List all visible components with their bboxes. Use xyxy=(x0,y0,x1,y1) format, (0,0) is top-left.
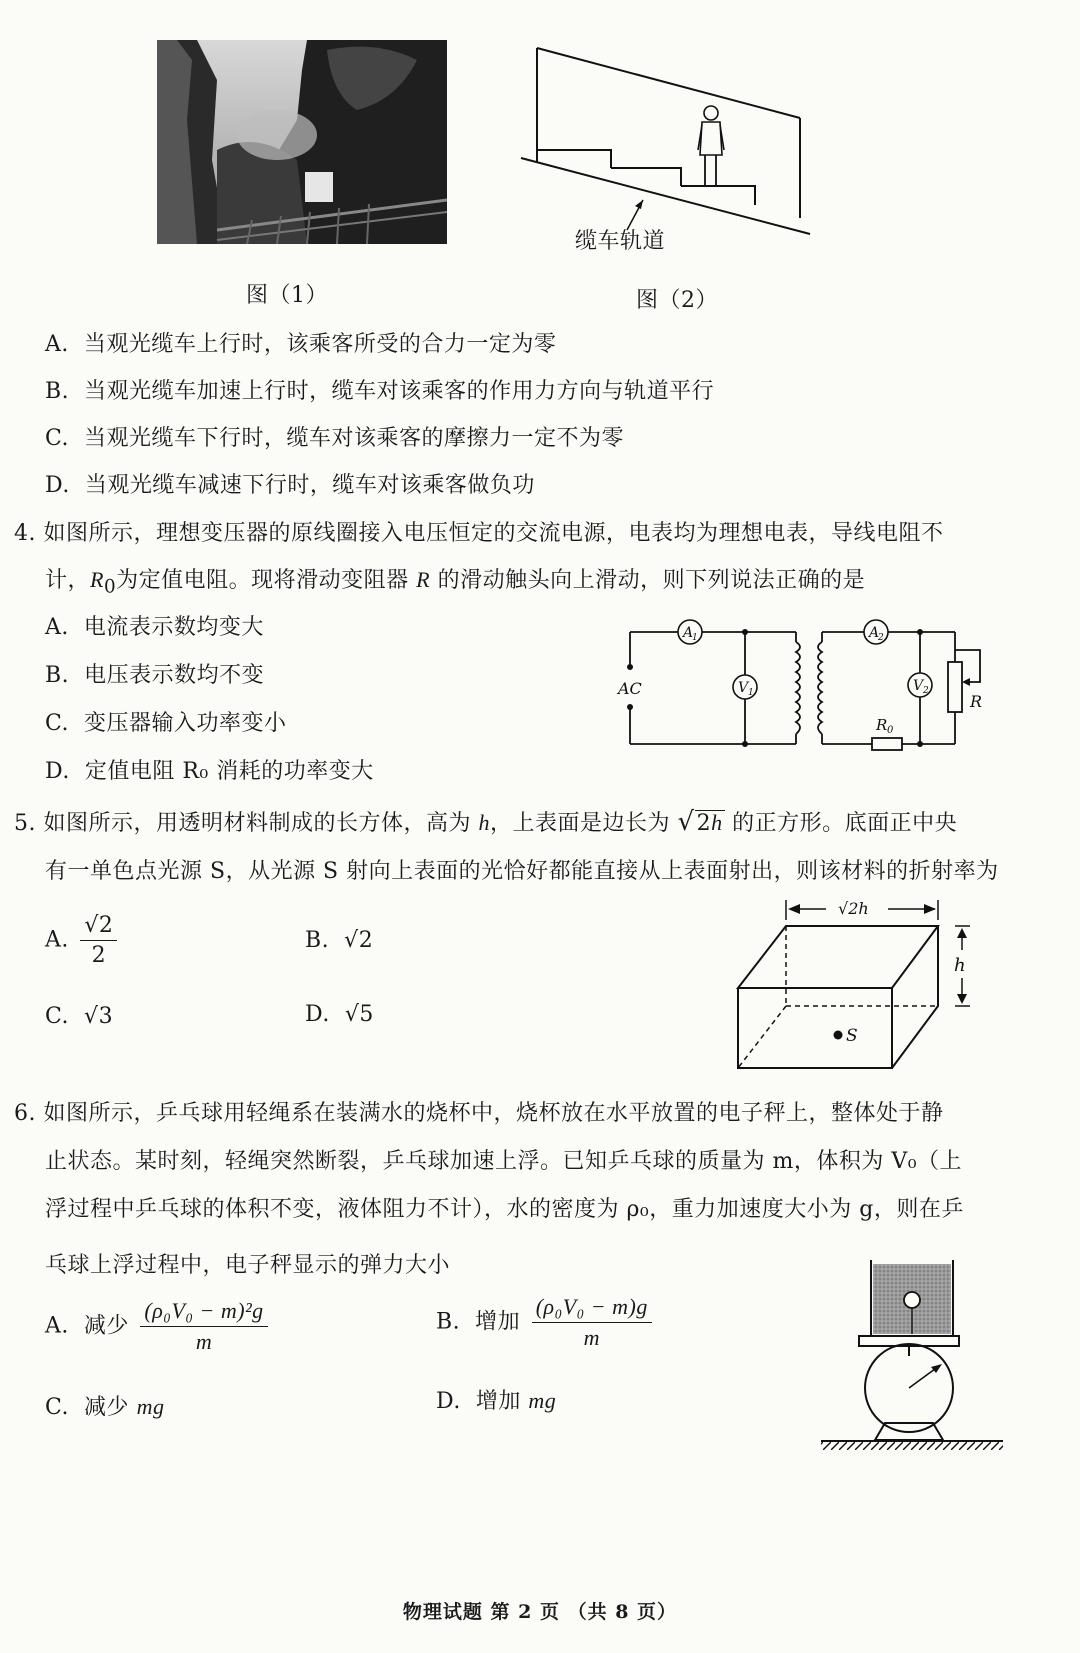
q4-stem-line-2: 计，$R_0$为定值电阻。现将滑动变阻器 R 的滑动触头向上滑动，则下列说法正确的是 xyxy=(45,567,866,598)
q4-option-c: C. 变压器输入功率变小 xyxy=(45,711,287,736)
figure-2-track-label: 缆车轨道 xyxy=(575,229,666,254)
figure-1-photo xyxy=(157,40,447,244)
q6-stem-line-4: 乓球上浮过程中，电子秤显示的弹力大小 xyxy=(45,1253,451,1278)
q3-option-b: B. 当观光缆车加速上行时，缆车对该乘客的作用力方向与轨道平行 xyxy=(45,379,715,404)
svg-text:R: R xyxy=(876,716,888,734)
q4-option-b: B. 电压表示数均不变 xyxy=(45,663,265,688)
svg-text:S: S xyxy=(846,1026,858,1046)
svg-text:V: V xyxy=(913,678,924,694)
figure-2-caption: 图（2） xyxy=(636,288,718,313)
q6-stem-line-2: 止状态。某时刻，轻绳突然断裂，乒乓球加速上浮。已知乒乓球的质量为 m，体积为 V₀（上 xyxy=(45,1149,963,1174)
q6-option-a: A. 减少 $\frac{\text{(ρ₀V₀ − m)²g}}{m}$ xyxy=(45,1298,272,1355)
q6-stem-line-3: 浮过程中乒乓球的体积不变，液体阻力不计），水的密度为 ρ₀，重力加速度大小为 g，则在乒 xyxy=(45,1197,964,1222)
q3-option-a: A. 当观光缆车上行时，该乘客所受的合力一定为零 xyxy=(45,332,557,357)
q5-option-c: C. √3 xyxy=(45,1004,114,1029)
svg-text:R: R xyxy=(970,692,983,711)
svg-text:h: h xyxy=(954,955,966,976)
q4-circuit-diagram xyxy=(610,612,1000,762)
q4-stem-line-1: 4. 如图所示，理想变压器的原线圈接入电压恒定的交流电源，电表均为理想电表，导线电阻不 xyxy=(14,521,944,546)
svg-text:A: A xyxy=(869,625,880,641)
q6-option-c: C. 减少 mg xyxy=(45,1394,165,1420)
q5-option-a: A. $\frac{√2}{2}$ xyxy=(45,913,121,968)
q6-option-d: D. 增加 mg xyxy=(436,1388,557,1414)
q6-stem-line-1: 6. 如图所示，乒乓球用轻绳系在装满水的烧杯中，烧杯放在水平放置的电子秤上，整体处于静 xyxy=(14,1101,944,1126)
q6-option-b: B. 增加 $\frac{\text{(ρ₀V₀ − m)g}}{m}$ xyxy=(436,1294,656,1351)
q5-cuboid-figure xyxy=(730,892,1000,1072)
svg-text:1: 1 xyxy=(748,688,754,698)
svg-text:2: 2 xyxy=(923,686,929,696)
q5-option-d: D. √5 xyxy=(305,1002,374,1027)
svg-text:√2h: √2h xyxy=(838,899,869,918)
q3-option-d: D. 当观光缆车减速下行时，缆车对该乘客做负功 xyxy=(45,473,535,498)
q5-stem-line-2: 有一单色点光源 S，从光源 S 射向上表面的光恰好都能直接从上表面射出，则该材料的折射率为 xyxy=(45,859,999,884)
svg-text:0: 0 xyxy=(887,725,894,736)
svg-text:2: 2 xyxy=(878,633,884,643)
figure-2-diagram xyxy=(515,40,815,255)
svg-text:1: 1 xyxy=(692,633,698,643)
svg-text:AC: AC xyxy=(618,679,642,698)
page-footer: 物理试题 第 2 页 （共 8 页） xyxy=(402,1601,678,1623)
q4-option-d: D. 定值电阻 R₀ 消耗的功率变大 xyxy=(45,759,374,784)
q5-option-b: B. √2 xyxy=(305,928,374,953)
svg-text:A: A xyxy=(683,625,694,641)
q3-option-c: C. 当观光缆车下行时，缆车对该乘客的摩擦力一定不为零 xyxy=(45,426,625,451)
q5-stem-line-1: 5. 如图所示，用透明材料制成的长方体，高为 h，上表面是边长为 √2h 的正方形。底面正中央 xyxy=(14,807,958,837)
svg-text:V: V xyxy=(738,680,749,696)
q6-scale-beaker-figure xyxy=(815,1258,1010,1453)
figure-1-caption: 图（1） xyxy=(246,283,328,308)
q4-option-a: A. 电流表示数均变大 xyxy=(45,615,264,640)
